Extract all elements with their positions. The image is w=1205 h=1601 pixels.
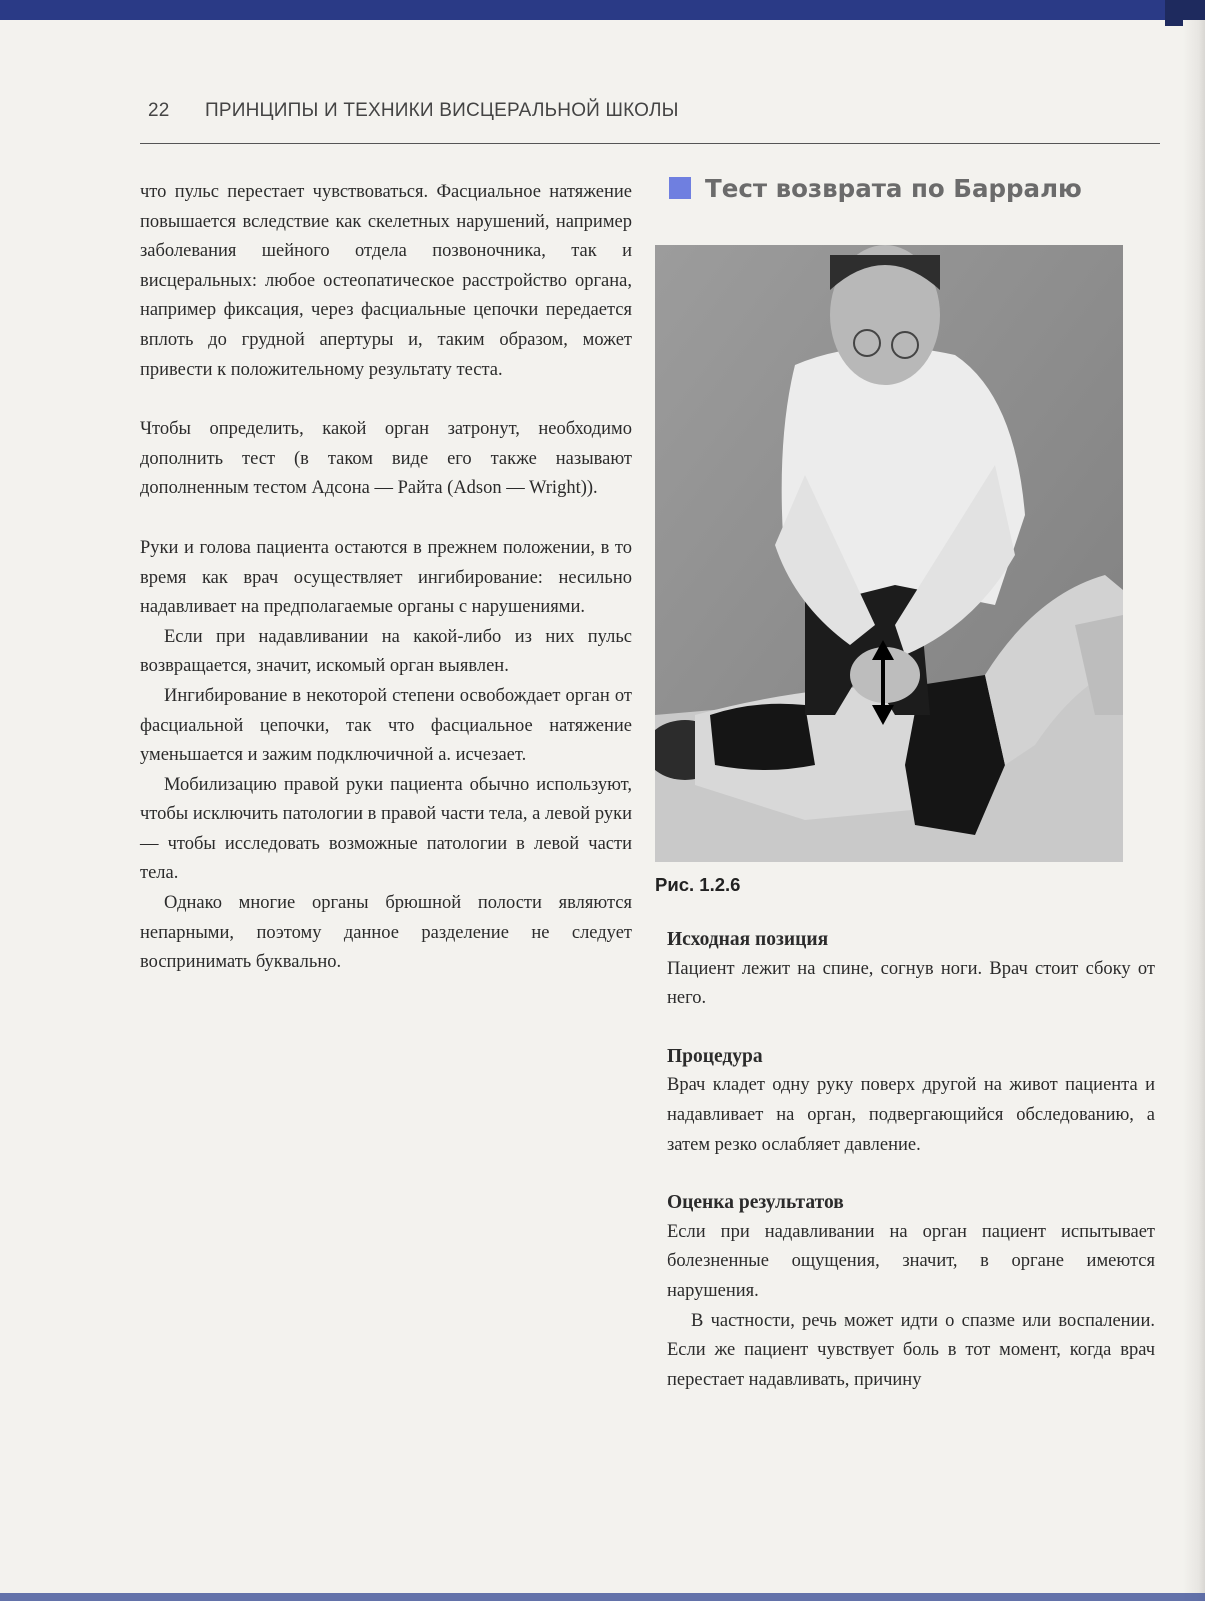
paragraph: Однако многие органы брюшной полости являются непарными, поэтому данное разделение не следует воспринимать буквально. — [140, 893, 632, 973]
figure-photo — [655, 245, 1123, 862]
left-column — [140, 178, 632, 978]
paragraph: Пациент лежит на спине, согнув ноги. Врач стоит сбоку от него. — [667, 958, 1155, 1009]
page-gutter-shadow — [1183, 20, 1205, 1601]
section-marker-square-icon — [669, 177, 691, 199]
paragraph: Мобилизацию правой руки пациента обычно используют, чтобы исключить патологии в правой части тела, а левой руки — чтобы исследовать возможные патологии в левой части тела. — [140, 774, 632, 884]
paragraph: Руки и голова пациента остаются в прежнем положении, в то время как врач осуществляет ингибирование: несильно надавливает на предполагаемые органы с нарушениями. — [140, 537, 632, 618]
running-head — [148, 100, 679, 122]
section-title — [669, 174, 1082, 203]
running-title: ПРИНЦИПЫ И ТЕХНИКИ ВИСЦЕРАЛЬНОЙ ШКОЛЫ — [205, 100, 679, 121]
paragraph: что пульс перестает чувствоваться. Фасциальное натяжение повышается вследствие как скелетных нарушений, например заболевания шейного отдела позвоночника, так и висцеральных: любое остеопатическое расстройство органа, например фиксация, через фасциальные цепочки передается вплоть до грудной апертуры и, таким образом, может привести к положительному результату теста. — [140, 182, 632, 380]
book-edge-bottom — [0, 1593, 1205, 1601]
paragraph: В частности, речь может идти о спазме или воспалении. Если же пациент чувствует боль в тот момент, когда врач перестает надавливать, причину — [667, 1310, 1155, 1390]
book-edge-top — [0, 0, 1205, 20]
paragraph: Если при надавливании на какой-либо из них пульс возвращается, значит, искомый орган выявлен. — [140, 626, 632, 677]
right-column — [667, 925, 1155, 1395]
paragraph: Если при надавливании на орган пациент испытывает болезненные ощущения, значит, в органе имеются нарушения. — [667, 1221, 1155, 1301]
photo-illustration — [655, 245, 1123, 862]
paragraph: Врач кладет одну руку поверх другой на живот пациента и надавливает на орган, подвергающийся обследованию, а затем резко ослабляет давление. — [667, 1075, 1155, 1155]
subheading-start-position: Исходная позиция — [667, 929, 829, 950]
header-rule — [140, 143, 1160, 144]
page-number: 22 — [148, 100, 170, 121]
paragraph: Ингибирование в некоторой степени освобождает орган от фасциальной цепочки, так что фасциальное натяжение уменьшается и зажим подключичной а. исчезает. — [140, 685, 632, 766]
section-title-text: Тест возврата по Барралю — [705, 174, 1082, 203]
subheading-evaluation: Оценка результатов — [667, 1192, 844, 1214]
figure-caption: Рис. 1.2.6 — [655, 874, 741, 895]
subheading-procedure: Процедура — [667, 1045, 763, 1067]
paragraph: Чтобы определить, какой орган затронут, необходимо дополнить тест (в таком виде его также называют дополненным тестом Адсона — Райта (Adson — Wright)). — [140, 419, 632, 499]
